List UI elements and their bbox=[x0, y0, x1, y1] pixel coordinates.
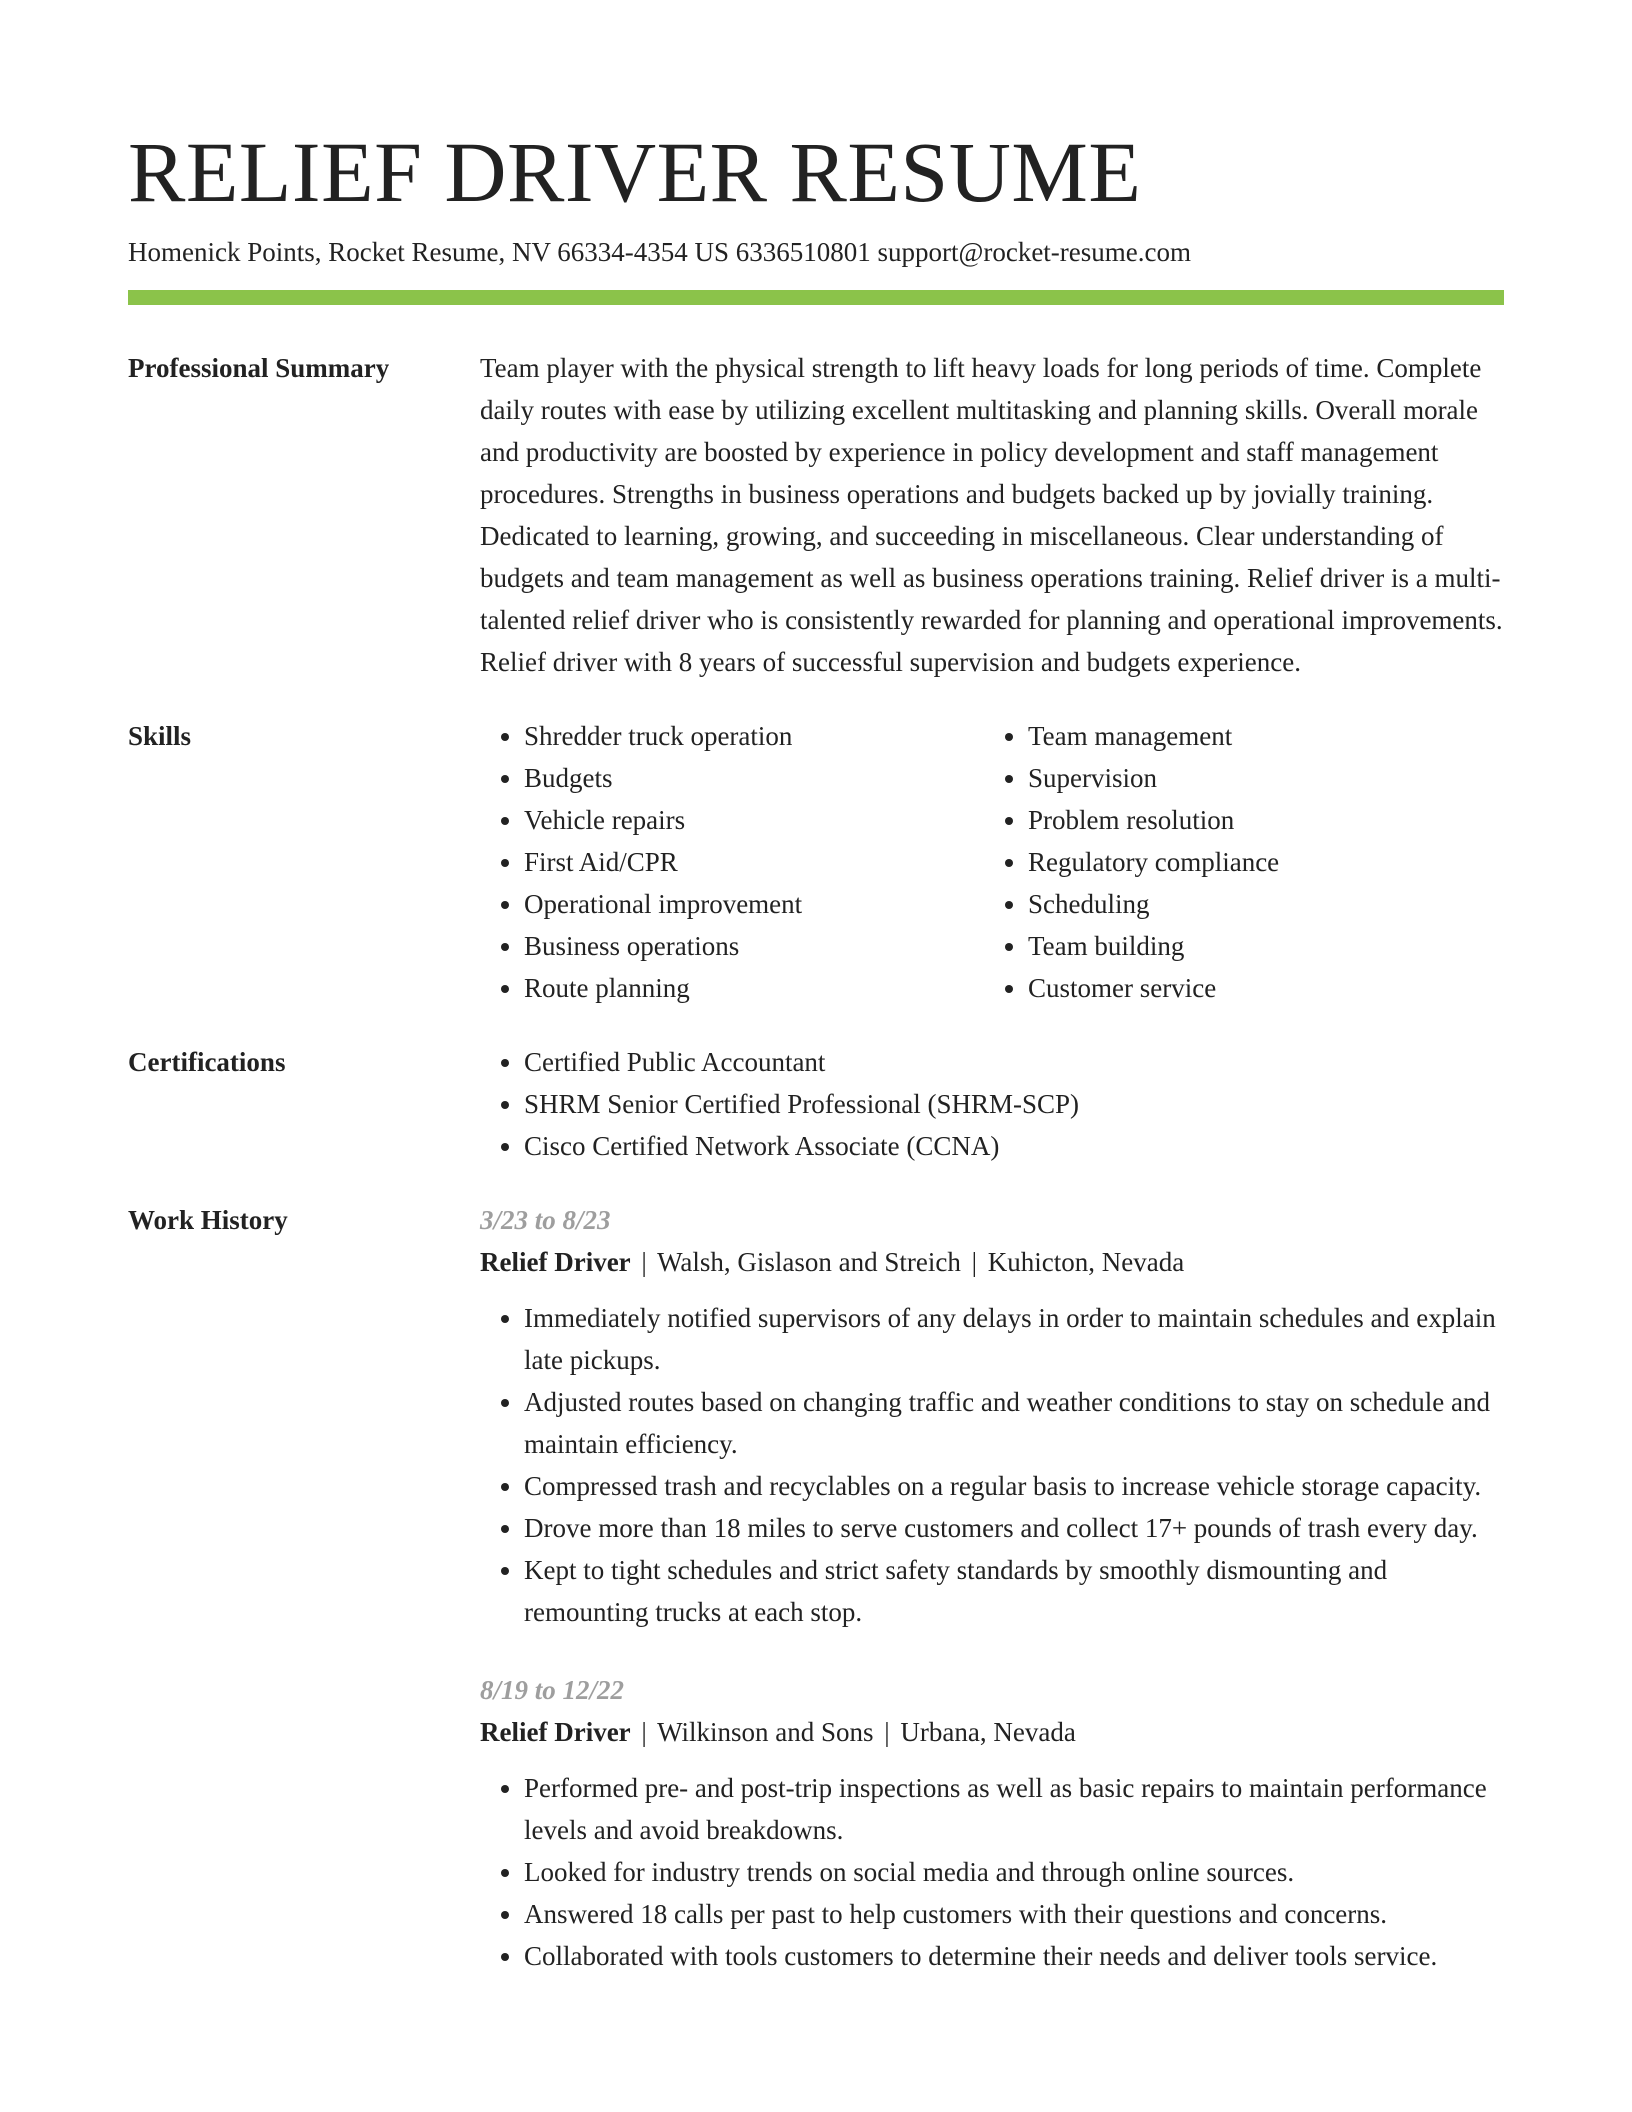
section-body-certifications bbox=[480, 1041, 1504, 1167]
job-separator: | bbox=[641, 1717, 647, 1747]
job-company: Wilkinson and Sons bbox=[657, 1717, 874, 1747]
contact-line: Homenick Points, Rocket Resume, NV 66334-4354 US 6336510801 support@rocket-resume.com bbox=[128, 237, 1191, 267]
job-bullet: • Performed pre- and post-trip inspections as well as basic repairs to maintain performance levels and avoid breakdowns. bbox=[524, 1767, 1504, 1851]
job-company: Walsh, Gislason and Streich bbox=[657, 1247, 961, 1277]
job-bullet: • Compressed trash and recyclables on a regular basis to increase vehicle storage capacity. bbox=[524, 1465, 1504, 1507]
job-bullets bbox=[480, 1767, 1504, 1977]
job-bullets bbox=[480, 1297, 1504, 1633]
header-divider bbox=[128, 290, 1504, 305]
skill-item: • Regulatory compliance bbox=[1028, 841, 1504, 883]
section-work-history bbox=[128, 1199, 1504, 2013]
section-label-summary: Professional Summary bbox=[128, 353, 390, 383]
summary-text: Team player with the physical strength to lift heavy loads for long periods of time. Complete daily routes with ease by utilizing excellent multitasking and planning skills. Overall morale and productivity are boosted by experience in policy development and staff management procedures. Strengths in business operations and budgets backed up by jovially training. Dedicated to learning, growing, and succeeding in miscellaneous. Clear understanding of budgets and team management as well as business operations training. Relief driver is a multi-talented relief driver who is consistently rewarded for planning and operational improvements. Relief driver with 8 years of successful supervision and budgets experience. bbox=[480, 353, 1503, 677]
job-dates: 8/19 to 12/22 bbox=[480, 1675, 625, 1705]
job-entry bbox=[480, 1199, 1504, 1633]
skills-list-right bbox=[984, 715, 1504, 1009]
section-label-skills: Skills bbox=[128, 721, 192, 751]
job-bullet: • Looked for industry trends on social media and through online sources. bbox=[524, 1851, 1504, 1893]
skill-item: • Team building bbox=[1028, 925, 1504, 967]
certifications-list bbox=[480, 1041, 1504, 1167]
skill-item: • Vehicle repairs bbox=[524, 799, 984, 841]
resume-page bbox=[128, 0, 1504, 2045]
skill-item: • Supervision bbox=[1028, 757, 1504, 799]
section-body-skills bbox=[480, 715, 1504, 1009]
resume-sections bbox=[128, 347, 1504, 2013]
section-skills bbox=[128, 715, 1504, 1009]
skill-item: • First Aid/CPR bbox=[524, 841, 984, 883]
job-separator: | bbox=[971, 1247, 978, 1277]
certification-item: • SHRM Senior Certified Professional (SHRM-SCP) bbox=[524, 1083, 1504, 1125]
job-bullet: • Answered 18 calls per past to help customers with their questions and concerns. bbox=[524, 1893, 1504, 1935]
skill-item: • Operational improvement bbox=[524, 883, 984, 925]
job-bullet: • Kept to tight schedules and strict safety standards by smoothly dismounting and remounting trucks at each stop. bbox=[524, 1549, 1504, 1633]
job-bullet: • Drove more than 18 miles to serve customers and collect 17+ pounds of trash every day. bbox=[524, 1507, 1504, 1549]
skill-item: • Team management bbox=[1028, 715, 1504, 757]
section-body-summary bbox=[480, 347, 1504, 683]
skill-item: • Problem resolution bbox=[1028, 799, 1504, 841]
job-separator: | bbox=[884, 1717, 890, 1747]
page-title: RELIEF DRIVER RESUME bbox=[128, 124, 1142, 220]
section-label-certifications: Certifications bbox=[128, 1047, 286, 1077]
skills-list-left bbox=[480, 715, 984, 1009]
skill-item: • Customer service bbox=[1028, 967, 1504, 1009]
section-professional-summary bbox=[128, 347, 1504, 683]
job-dates: 3/23 to 8/23 bbox=[480, 1205, 611, 1235]
skill-item: • Shredder truck operation bbox=[524, 715, 984, 757]
skill-item: • Scheduling bbox=[1028, 883, 1504, 925]
certification-item: • Cisco Certified Network Associate (CCNA) bbox=[524, 1125, 1504, 1167]
job-title: Relief Driver bbox=[480, 1247, 631, 1277]
skills-columns bbox=[480, 715, 1504, 1009]
job-bullet: • Immediately notified supervisors of any delays in order to maintain schedules and explain late pickups. bbox=[524, 1297, 1504, 1381]
skill-item: • Route planning bbox=[524, 967, 984, 1009]
job-separator: | bbox=[641, 1247, 647, 1277]
job-location: Kuhicton, Nevada bbox=[987, 1247, 1185, 1277]
job-bullet: • Adjusted routes based on changing traffic and weather conditions to stay on schedule and maintain efficiency. bbox=[524, 1381, 1504, 1465]
job-heading bbox=[480, 1711, 1504, 1753]
skill-item: • Budgets bbox=[524, 757, 984, 799]
job-location: Urbana, Nevada bbox=[900, 1717, 1076, 1747]
job-bullet: • Collaborated with tools customers to determine their needs and deliver tools service. bbox=[524, 1935, 1504, 1977]
job-title: Relief Driver bbox=[480, 1717, 631, 1747]
job-entry bbox=[480, 1669, 1504, 1977]
job-heading bbox=[480, 1241, 1504, 1283]
certification-item: • Certified Public Accountant bbox=[524, 1041, 1504, 1083]
skill-item: • Business operations bbox=[524, 925, 984, 967]
section-certifications bbox=[128, 1041, 1504, 1167]
section-label-work-history: Work History bbox=[128, 1205, 288, 1235]
section-body-work-history bbox=[480, 1199, 1504, 2013]
